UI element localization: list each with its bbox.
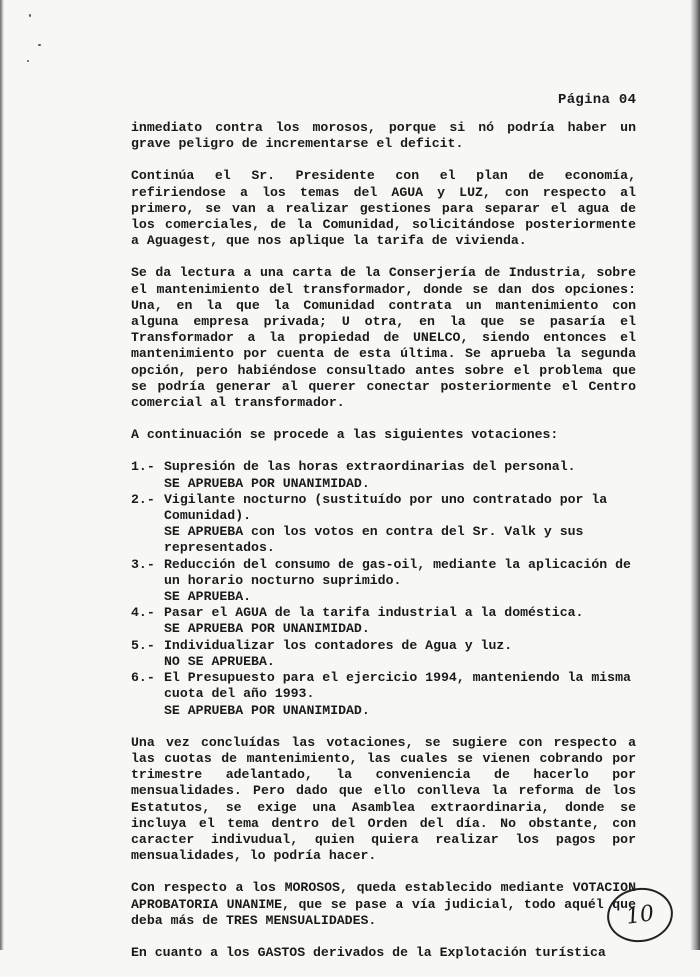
scan-edge-right xyxy=(690,0,700,950)
vote-text: Vigilante nocturno (sustituído por uno contratado por la Comunidad). xyxy=(164,491,608,524)
vote-result: SE APRUEBA. xyxy=(164,589,252,605)
vote-text: El Presupuesto para el ejercicio 1994, manteniendo la misma cuota del año 1993. xyxy=(164,670,631,702)
vote-result: NO SE APRUEBA. xyxy=(164,653,275,669)
vote-number: 5.- xyxy=(131,637,155,653)
paragraph-morosos-votacion: Con respecto a los MOROSOS, queda establecido mediante VOTACION APROBATORIA UNANIME, que se pase a vía judicial, todo aquél que deba más de TRES MENSUALIDADES. xyxy=(131,880,636,928)
votes-list xyxy=(131,459,636,718)
vote-item xyxy=(131,638,636,670)
vote-number: 2.- xyxy=(131,491,155,507)
vote-item xyxy=(131,557,636,606)
vote-result: SE APRUEBA POR UNANIMIDAD. xyxy=(164,702,370,718)
vote-number: 6.- xyxy=(131,670,155,686)
paragraph-transformador: Se da lectura a una carta de la Conserjería de Industria, sobre el mantenimiento del transformador, donde se dan dos opciones: Una, en la que la Comunidad contrata un mantenimiento con alguna empresa privada; U otra, en la que se pasaría el Transformador a la propiedad de UNELCO, siendo entonces el mantenimiento por cuenta de esta última. Se aprueba la segunda opción, pero habiéndose consultado antes sobre el problema que se podría generar al querer conectar posteriormente el Centro comercial al transformador. xyxy=(131,265,636,411)
document-body xyxy=(131,120,636,977)
vote-item xyxy=(131,492,636,557)
vote-item xyxy=(131,605,636,637)
paragraph-votaciones-intro: A continuación se procede a las siguientes votaciones: xyxy=(131,427,559,443)
vote-text: Individualizar los contadores de Agua y luz. xyxy=(164,637,513,653)
vote-number: 3.- xyxy=(131,556,155,572)
paragraph-cuotas: Una vez concluídas las votaciones, se sugiere con respecto a las cuotas de mantenimiento, las cuales se vienen cobrando por trimestre adelantado, la conveniencia de hacerlo por mensualidades. Pero dado que ello conlleva la reforma de los Estatutos, se exige una Asamblea extraordinaria, donde se incluya el tema dentro del Orden del día. No obstante, con caracter indivudual, quien quiera realizar los pagos por mensualidades, lo podría hacer. xyxy=(131,734,636,864)
vote-item xyxy=(131,459,636,491)
page-number: Página 04 xyxy=(558,92,637,108)
paragraph-gastos: En cuanto a los GASTOS derivados de la Explotación turística xyxy=(131,944,606,960)
vote-text: Pasar el AGUA de la tarifa industrial a la doméstica. xyxy=(164,605,584,621)
vote-result: SE APRUEBA POR UNANIMIDAD. xyxy=(164,475,370,491)
vote-text: Supresión de las horas extraordinarias del personal. xyxy=(164,459,576,475)
vote-number: 1.- xyxy=(131,459,155,475)
handwritten-page-number: 10 xyxy=(604,884,677,947)
vote-number: 4.- xyxy=(131,605,155,621)
vote-result: SE APRUEBA con los votos en contra del Sr. Valk y sus representados. xyxy=(164,524,584,556)
vote-item xyxy=(131,670,636,719)
scan-edge-left xyxy=(0,0,4,950)
paragraph-morosos-intro: inmediato contra los morosos, porque si nó podría haber un grave peligro de incrementarse el deficit. xyxy=(131,120,636,152)
scan-speck xyxy=(38,44,41,46)
vote-text: Reducción del consumo de gas-oil, mediante la aplicación de un horario nocturno suprimido. xyxy=(164,556,631,588)
vote-result: SE APRUEBA POR UNANIMIDAD. xyxy=(164,621,370,637)
scan-speck xyxy=(27,60,29,62)
paragraph-agua-luz: Continúa el Sr. Presidente con el plan de economía, refiriendose a los temas del AGUA y LUZ, con respecto al primero, se van a realizar gestiones para separar el agua de los comerciales, de la Comunidad, solicitándose posteriormente a Aguagest, que nos aplique la tarifa de vivienda. xyxy=(131,168,636,249)
scan-speck xyxy=(29,14,31,17)
